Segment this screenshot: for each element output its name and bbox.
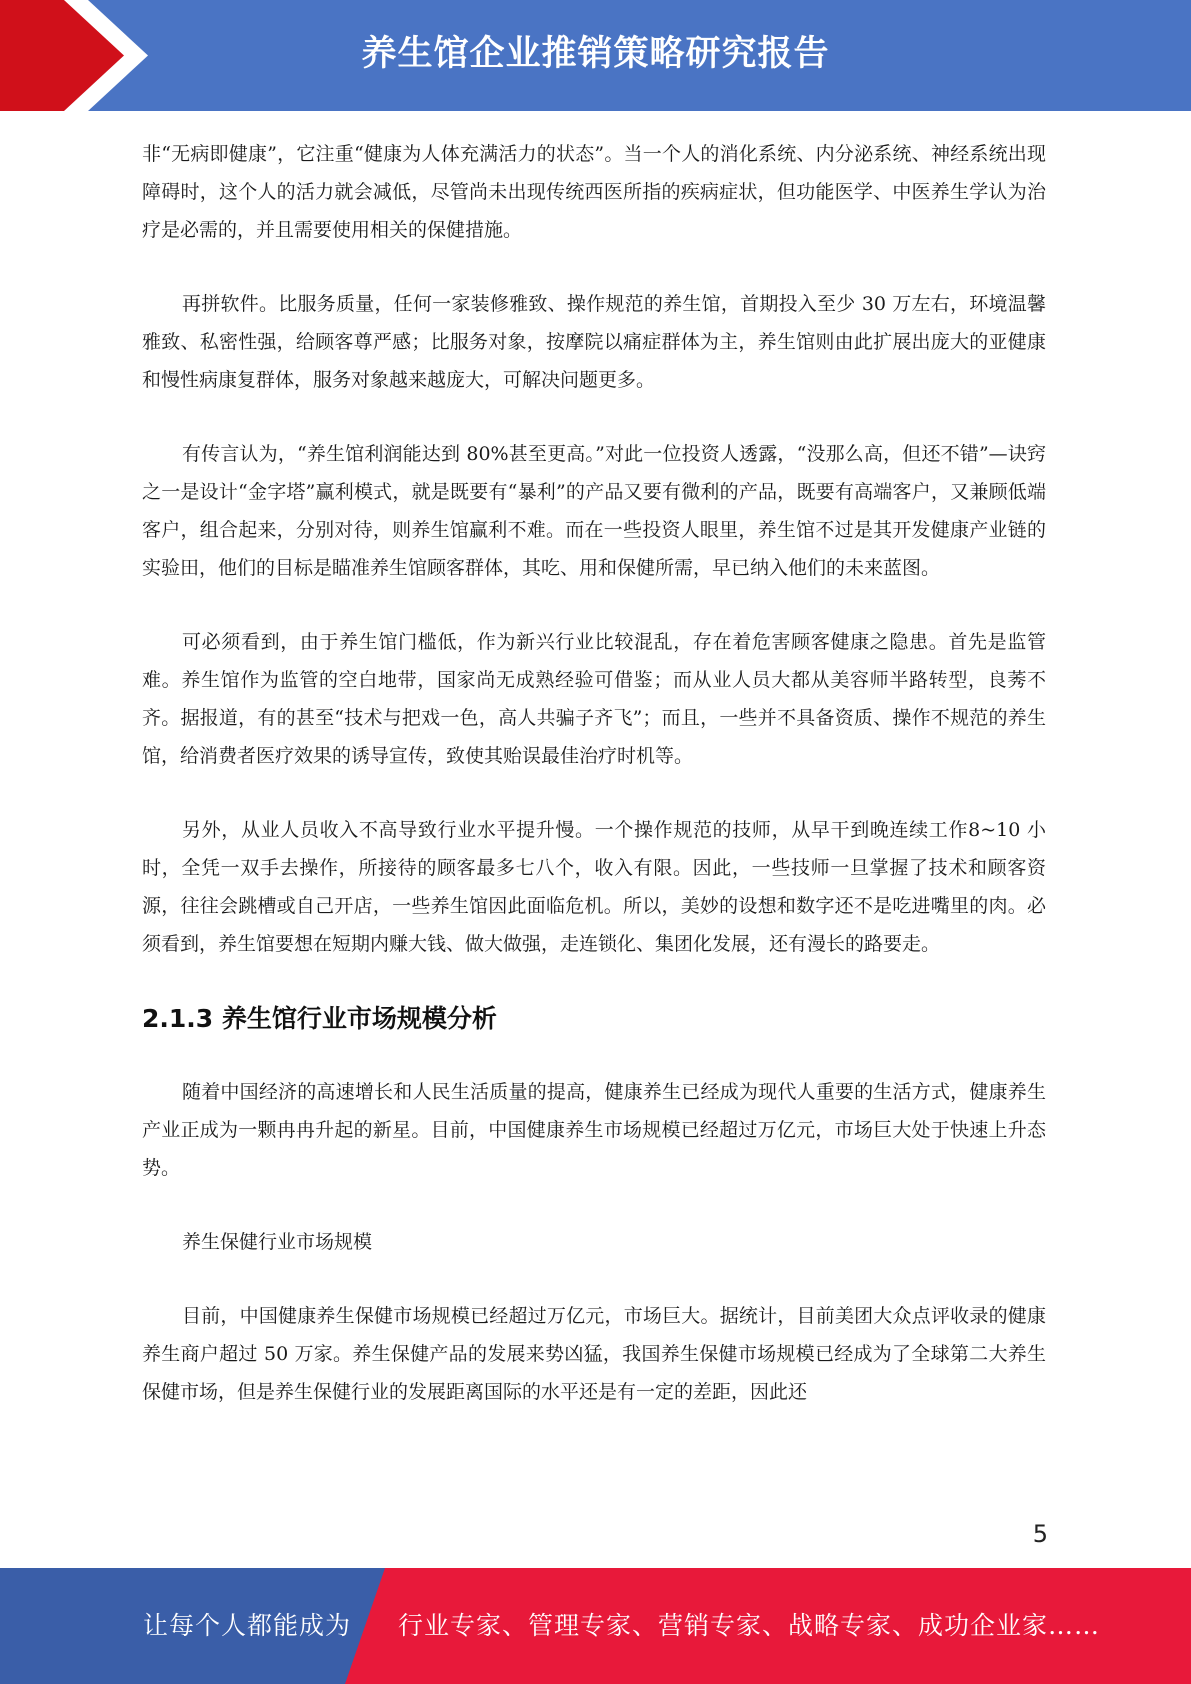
footer-slogan-right: 行业专家、管理专家、营销专家、战略专家、成功企业家…… [398, 1611, 1101, 1640]
page-number: 5 [1032, 1520, 1048, 1548]
page-footer [0, 1568, 1191, 1684]
subheading: 养生保健行业市场规模 [182, 1231, 373, 1253]
header-chevron-decoration [0, 0, 160, 111]
paragraph: 可必须看到，由于养生馆门槛低，作为新兴行业比较混乱，存在着危害顾客健康之隐患。首先是监管难。养生馆作为监管的空白地带，国家尚无成熟经验可借鉴；而从业人员大都从美容师半路转型，良莠不齐。据报道，有的甚至“技术与把戏一色，高人共骗子齐飞”；而且，一些并不具备资质、操作不规范的养生馆，给消费者医疗效果的诱导宣传，致使其贻误最佳治疗时机等。 [142, 631, 1046, 767]
page-header [0, 0, 1191, 111]
footer-slogan-left: 让每个人都能成为 [143, 1611, 352, 1640]
section-intro-paragraph: 随着中国经济的高速增长和人民生活质量的提高，健康养生已经成为现代人重要的生活方式，健康养生产业正成为一颗冉冉升起的新星。目前，中国健康养生市场规模已经超过万亿元，市场巨大处于快速上升态势。 [142, 1081, 1046, 1179]
paragraph: 再拼软件。比服务质量，任何一家装修雅致、操作规范的养生馆，首期投入至少 30 万左右，环境温馨雅致、私密性强，给顾客尊严感；比服务对象，按摩院以痛症群体为主，养生馆则由此扩展出庞大的亚健康和慢性病康复群体，服务对象越来越庞大，可解决问题更多。 [142, 293, 1046, 391]
report-title: 养生馆企业推销策略研究报告 [361, 34, 830, 74]
paragraph: 非“无病即健康”，它注重“健康为人体充满活力的状态”。当一个人的消化系统、内分泌系统、神经系统出现障碍时，这个人的活力就会减低，尽管尚未出现传统西医所指的疾病症状，但功能医学、中医养生学认为治疗是必需的，并且需要使用相关的保健措施。 [142, 143, 1046, 241]
paragraph: 有传言认为，“养生馆利润能达到 80%甚至更高。”对此一位投资人透露，“没那么高，但还不错”—诀窍之一是设计“金字塔”赢利模式，就是既要有“暴利”的产品又要有微利的产品，既要有高端客户，又兼顾低端客户，组合起来，分别对待，则养生馆赢利不难。而在一些投资人眼里，养生馆不过是其开发健康产业链的实验田，他们的目标是瞄准养生馆顾客群体，其吃、用和保健所需，早已纳入他们的未来蓝图。 [142, 443, 1046, 579]
section-heading: 2.1.3 养生馆行业市场规模分析 [142, 1004, 497, 1033]
section-body-paragraph: 目前，中国健康养生保健市场规模已经超过万亿元，市场巨大。据统计，目前美团大众点评收录的健康养生商户超过 50 万家。养生保健产品的发展来势凶猛，我国养生保健市场规模已经成为了全球第二大养生保健市场，但是养生保健行业的发展距离国际的水平还是有一定的差距，因此还 [142, 1305, 1046, 1403]
paragraph: 另外，从业人员收入不高导致行业水平提升慢。一个操作规范的技师，从早干到晚连续工作8~10 小时，全凭一双手去操作，所接待的顾客最多七八个，收入有限。因此，一些技师一旦掌握了技术和顾客资源，往往会跳槽或自己开店，一些养生馆因此面临危机。所以，美妙的设想和数字还不是吃进嘴里的肉。必须看到，养生馆要想在短期内赚大钱、做大做强，走连锁化、集团化发展，还有漫长的路要走。 [142, 819, 1046, 955]
document-body [142, 135, 1046, 1447]
